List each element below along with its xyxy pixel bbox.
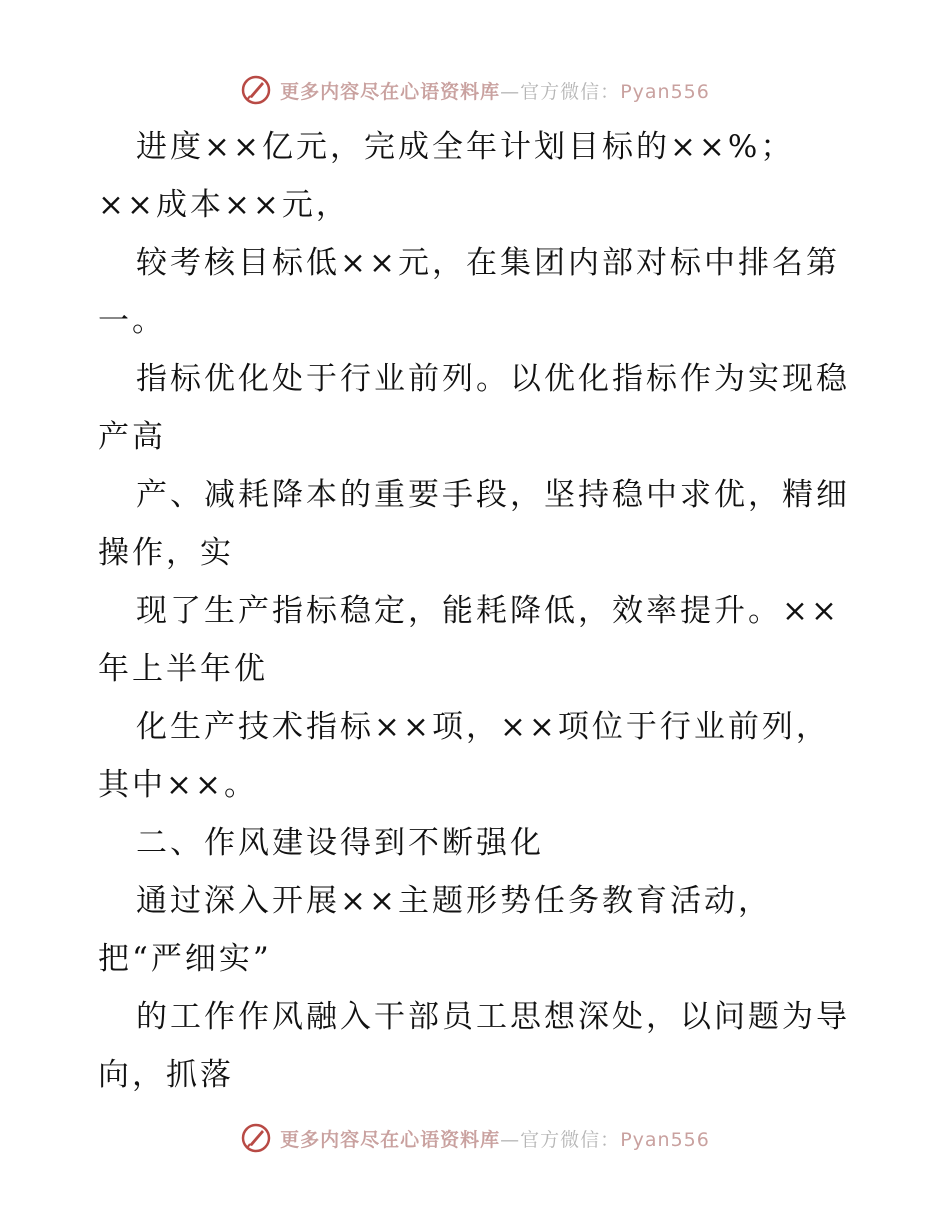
watermark-wechat-label: 官方微信： [520, 1128, 621, 1151]
body-line: 向，抓落 [98, 1057, 234, 1093]
body-line: 较考核目标低××元，在集团内部对标中排名第 [136, 245, 840, 281]
body-line: 把“严细实” [98, 941, 272, 977]
footer-watermark [0, 1118, 950, 1158]
watermark-dash: — [500, 1128, 521, 1151]
section-heading: 二、作风建设得到不断强化 [136, 825, 544, 861]
watermark-wechat-handle: Pyan556 [620, 80, 710, 103]
body-line: 其中××。 [98, 767, 258, 803]
body-line: 一。 [98, 303, 166, 339]
header-watermark [0, 70, 950, 110]
body-line: 指标优化处于行业前列。以优化指标作为实现稳 [136, 361, 850, 397]
body-line: 的工作作风融入干部员工思想深处，以问题为导 [136, 999, 850, 1035]
watermark-text [280, 77, 710, 104]
body-line: 产高 [98, 419, 166, 455]
body-line: 现了生产指标稳定，能耗降低，效率提升。×× [136, 593, 840, 629]
watermark-dash: — [500, 80, 521, 103]
feather-pen-icon [240, 74, 272, 106]
body-line: 进度××亿元，完成全年计划目标的××%； [136, 129, 795, 165]
body-line: 化生产技术指标××项，××项位于行业前列， [136, 709, 830, 745]
watermark-site-text: 更多内容尽在心语资料库 [280, 1128, 501, 1151]
body-line: 通过深入开展××主题形势任务教育活动， [136, 883, 772, 919]
watermark-wechat-label: 官方微信： [520, 80, 621, 103]
body-line: 操作，实 [98, 535, 234, 571]
watermark-site-text: 更多内容尽在心语资料库 [280, 80, 501, 103]
document-body [98, 118, 858, 1104]
watermark-text [280, 1125, 710, 1152]
watermark-wechat-handle: Pyan556 [620, 1128, 710, 1151]
body-line: 年上半年优 [98, 651, 268, 687]
body-line: ××成本××元， [98, 187, 350, 223]
body-line: 产、减耗降本的重要手段，坚持稳中求优，精细 [136, 477, 850, 513]
feather-pen-icon [240, 1122, 272, 1154]
